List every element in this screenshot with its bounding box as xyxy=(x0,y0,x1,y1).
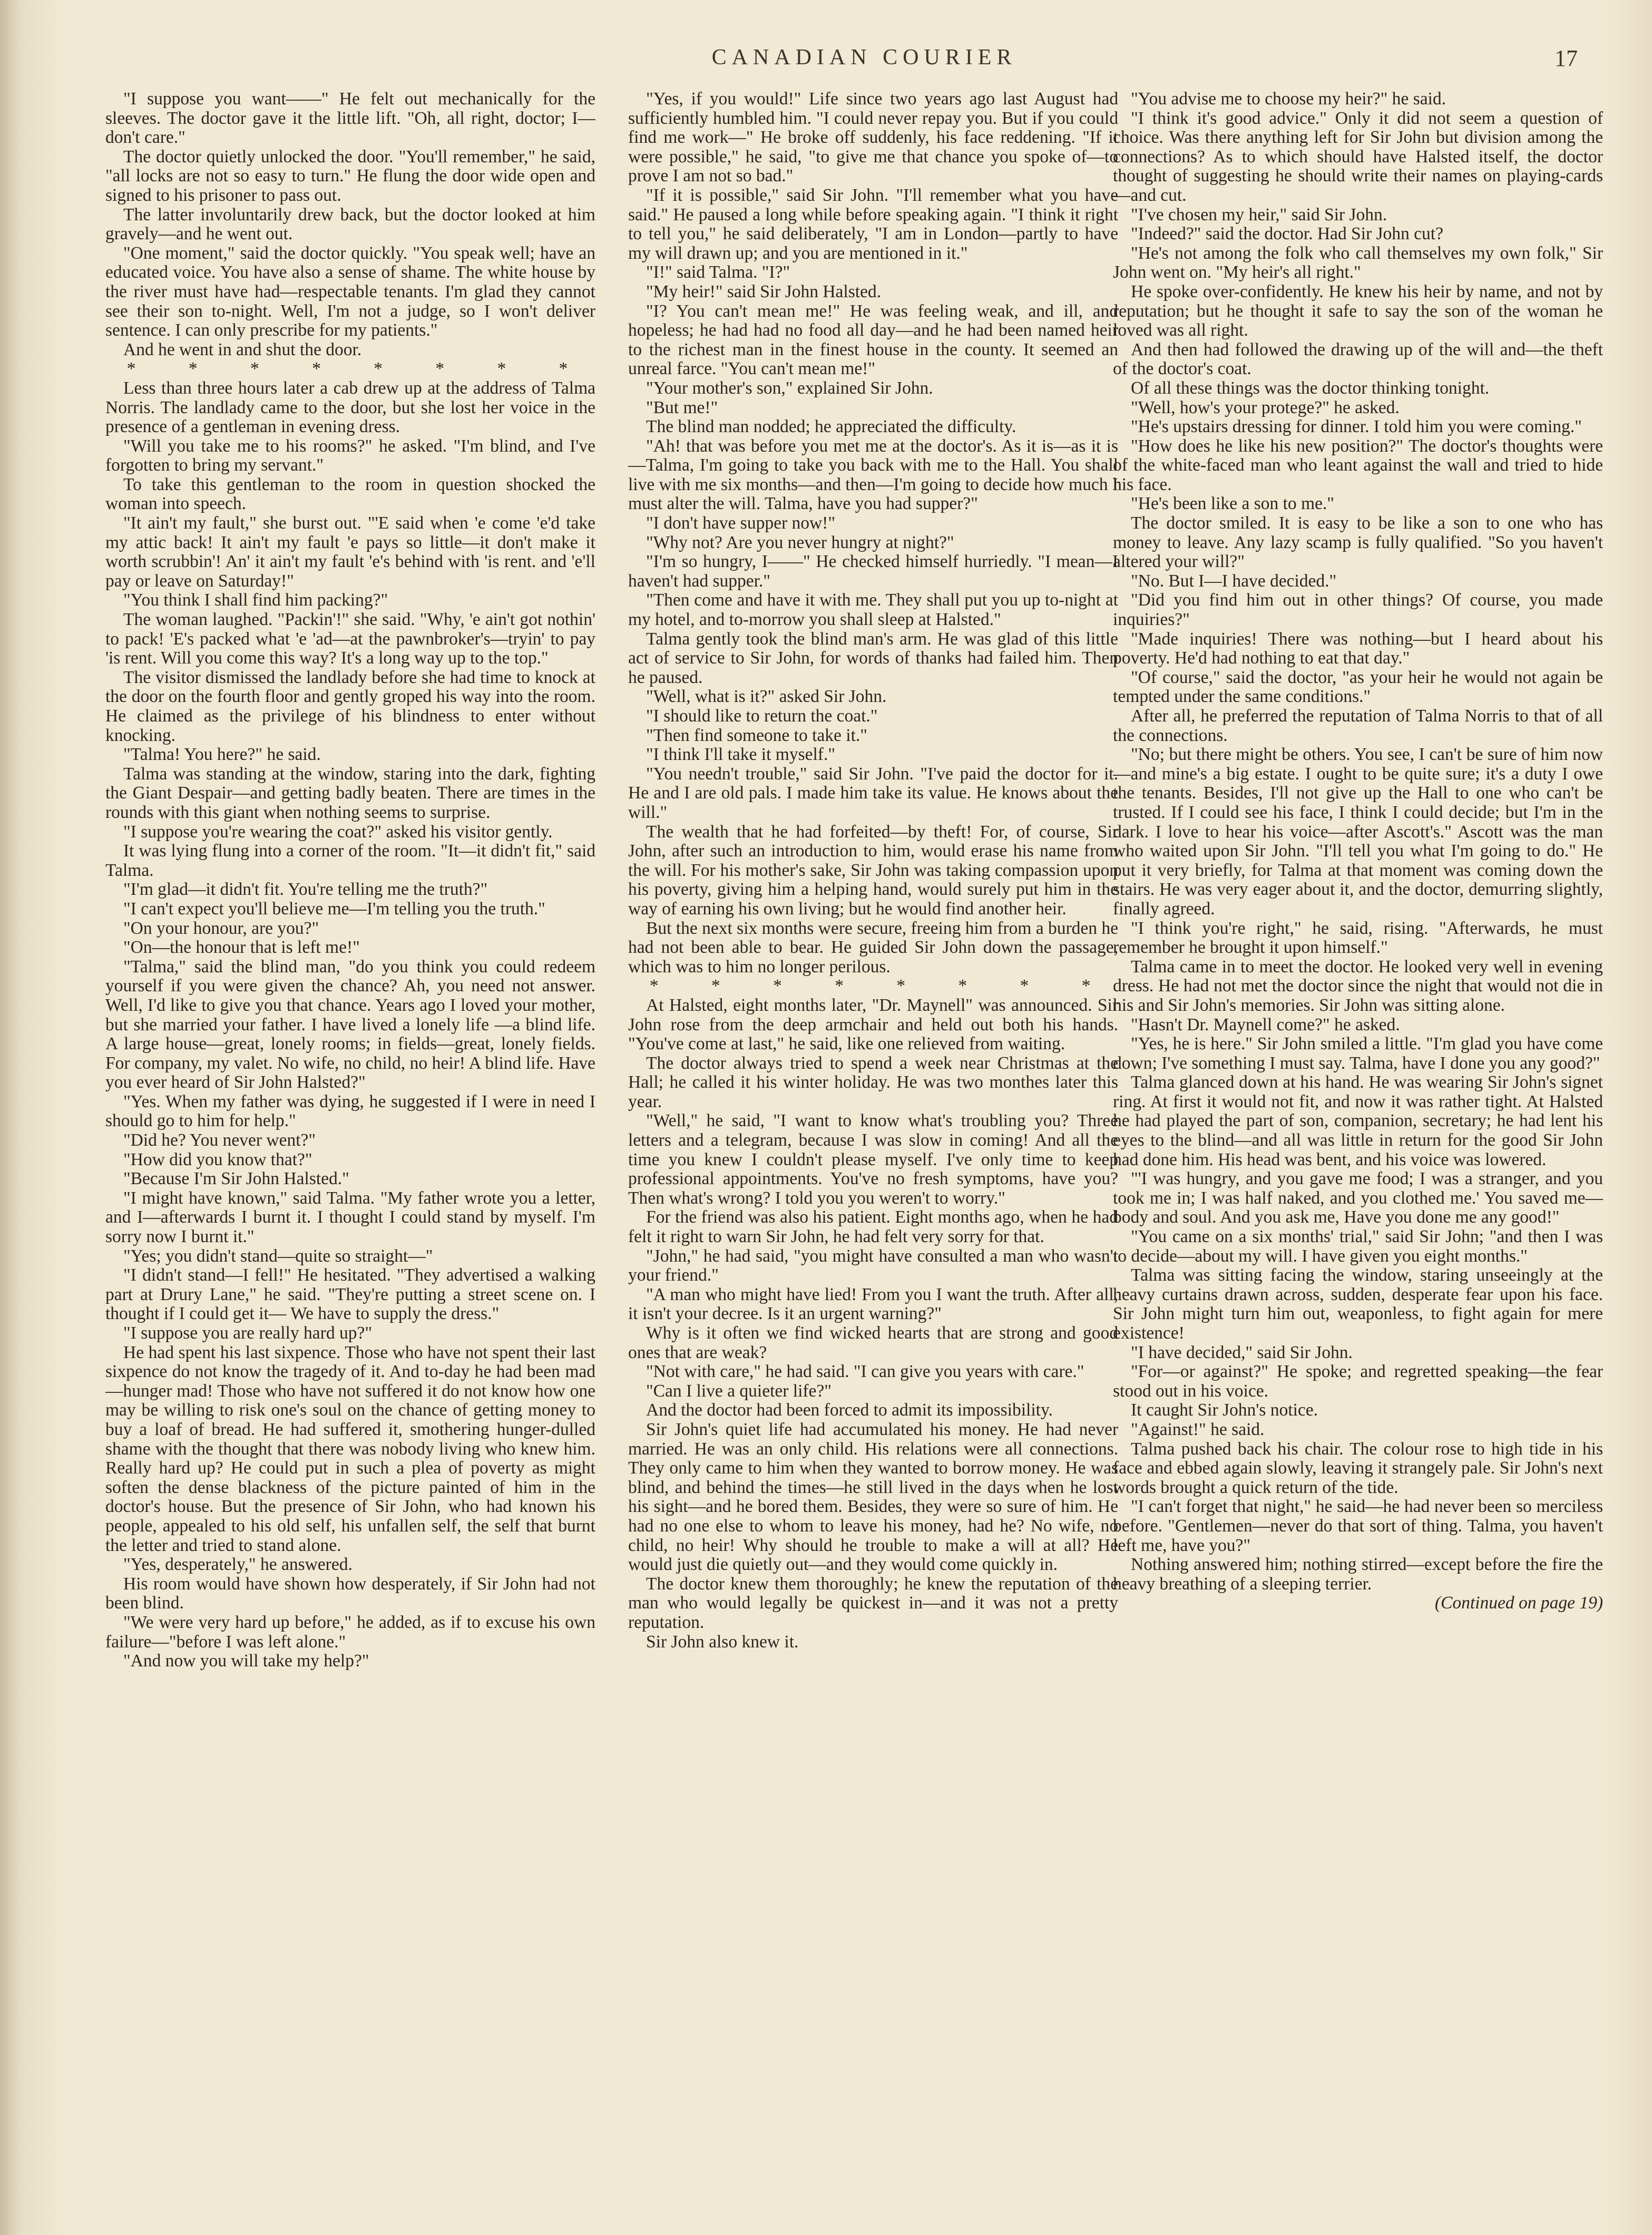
paragraph: The doctor quietly unlocked the door. "You'll remember," he said, "all locks are not so easy to turn." He flung the door wide open and signed to his prisoner to pass out. xyxy=(105,147,595,205)
paragraph: "He's been like a son to me." xyxy=(1131,494,1334,514)
paragraph: "For—or against?" He spoke; and regretted speaking—the fear stood out in his voice. xyxy=(1113,1362,1603,1401)
paragraph: "'I was hungry, and you gave me food; I was a stranger, and you took me in; I was half naked, and you clothed me.' You saved me—body and soul. And you ask me, Have you done me any good!" xyxy=(1113,1169,1603,1227)
paragraph: It caught Sir John's notice. xyxy=(1131,1400,1318,1420)
paragraph: "It ain't my fault," she burst out. "'E said when 'e come 'e'd take my attic back! It ain't my fault 'e pays so little—it don't make it worth scrubbin'! An' it ain't my fault 'e's behind with 'is rent. and 'e'll pay or leave on Saturday!" xyxy=(105,513,595,591)
paragraph: The doctor knew them thoroughly; he knew the reputation of the man who would legally be quickest in—and it was not a pretty reputation. xyxy=(628,1574,1118,1632)
paragraph: "He's upstairs dressing for dinner. I told him you were coming." xyxy=(1131,417,1582,437)
paragraph: "Yes, desperately," he answered. xyxy=(123,1555,353,1575)
paragraph: "But me!" xyxy=(646,397,718,417)
paragraph: "You needn't trouble," said Sir John. "I've paid the doctor for it. He and I are old pals. I made him take its value. He knows about the will." xyxy=(628,764,1118,822)
paragraph: And then had followed the drawing up of the will and—the theft of the doctor's coat. xyxy=(1113,339,1603,379)
paragraph: "If it is possible," said Sir John. "I'll remember what you have said." He paused a long while before speaking again. "I think it right to tell you," he said deliberately, "I am in London—partly to have my will drawn up; and you are mentioned in it." xyxy=(628,185,1118,263)
paragraph: Talma pushed back his chair. The colour rose to high tide in his face and ebbed again slowly, leaving it strangely pale. Sir John's next words brought a quick return of the tide. xyxy=(1113,1439,1603,1497)
paragraph: He had spent his last sixpence. Those who have not spent their last sixpence do not know the tragedy of it. And to-day he had been mad—hunger mad! Those who have not suffered it do not know how one may be willing to risk one's soul on the chance of getting money to buy a loaf of bread. He had suffered it, smothering hunger-dulled shame with the thought that there was nobody living who knew him. Really hard up? He could put in such a plea of poverty as might soften the dense blackness of the picture painted of him in the doctor's house. But the presence of Sir John, who had known his people, appealed to his old self, his unfallen self, the self that burnt the letter and tried to stand alone. xyxy=(105,1342,595,1555)
paragraph: "Well, how's your protege?" he asked. xyxy=(1131,397,1400,417)
paragraph: "I suppose you are really hard up?" xyxy=(123,1323,372,1343)
paragraph: "I think you're right," he said, rising. "Afterwards, he must remember he brought it upon himself." xyxy=(1113,918,1603,958)
continued-note: (Continued on page 19) xyxy=(1434,1593,1603,1613)
paragraph: "I don't have supper now!" xyxy=(646,513,835,533)
paragraph: "Not with care," he had said. "I can give you years with care." xyxy=(646,1362,1084,1382)
paragraph: "Talma," said the blind man, "do you think you could redeem yourself if you were given the chance? Ah, you need not answer. Well, I'd like to give you that chance. Years ago I loved your mother, but she married your father. I have lived a lonely life —a blind life. A large house—great, lonely rooms; in fields—great, lonely fields. For company, my valet. No wife, no child, no heir! A blind life. Have you ever heard of Sir John Halsted?" xyxy=(105,957,595,1092)
paragraph: "Then find someone to take it." xyxy=(646,725,867,745)
paragraph: And the doctor had been forced to admit its impossibility. xyxy=(646,1400,1053,1420)
paragraph: Sir John also knew it. xyxy=(646,1632,799,1652)
paragraph: "Because I'm Sir John Halsted." xyxy=(123,1169,349,1189)
page-number: 17 xyxy=(1555,45,1578,71)
paragraph: "On your honour, are you?" xyxy=(123,918,319,938)
column-2 xyxy=(628,90,1118,2171)
paragraph: "Indeed?" said the doctor. Had Sir John cut? xyxy=(1131,224,1443,244)
paragraph: The doctor smiled. It is easy to be like a son to one who has money to leave. Any lazy scamp is fully qualified. "So you haven't altered your will?" xyxy=(1113,513,1603,572)
section-break: * * * * * * * * xyxy=(126,359,592,379)
paragraph: "Well," he said, "I want to know what's troubling you? Three letters and a telegram, because I was slow in coming! And all the time you knew I couldn't please myself. I've only time to keep professional appointments. You've no fresh symptoms, have you? Then what's wrong? I told you you weren't to worry." xyxy=(628,1111,1118,1208)
paragraph: The visitor dismissed the landlady before she had time to knock at the door on the fourth floor and gently groped his way into the room. He claimed as the privilege of his blindness to enter without knocking. xyxy=(105,667,595,745)
paragraph: Sir John's quiet life had accumulated his money. He had never married. He was an only child. His relations were all connections. They only came to him when they wanted to borrow money. He was blind, and behind the times—he still lived in the days when he lost his sight—and he bored them. Besides, they were so sure of him. He had no one else to whom to leave his money, had he? No wife, no child, no heir! Why should he trouble to make a will at all? He would just die quietly out—and they would come quickly in. xyxy=(628,1419,1118,1575)
paragraph: "I'm glad—it didn't fit. You're telling me the truth?" xyxy=(123,880,488,900)
paragraph: "You think I shall find him packing?" xyxy=(123,590,388,610)
paragraph: "My heir!" said Sir John Halsted. xyxy=(646,281,882,301)
paragraph: Of all these things was the doctor thinking tonight. xyxy=(1131,378,1490,398)
paragraph: "On—the honour that is left me!" xyxy=(123,938,360,958)
paragraph: "You came on a six months' trial," said Sir John; "and then I was to decide—about my will. I have given you eight months." xyxy=(1113,1227,1603,1266)
paragraph: "Did he? You never went?" xyxy=(123,1130,316,1150)
paragraph: "We were very hard up before," he added, as if to excuse his own failure—"before I was left alone." xyxy=(105,1612,595,1652)
section-break: * * * * * * * * xyxy=(649,976,1115,996)
paragraph: But the next six months were secure, freeing him from a burden he had not been able to bear. He guided Sir John down the passage, which was to him no longer perilous. xyxy=(628,918,1118,977)
paragraph: "Of course," said the doctor, "as your heir he would not again be tempted under the same conditions." xyxy=(1113,667,1603,707)
paragraph: He spoke over-confidently. He knew his heir by name, and not by reputation; but he thought it safe to say the son of the woman he loved was all right. xyxy=(1113,281,1603,340)
paragraph: "How does he like his new position?" The doctor's thoughts were of the white-faced man who leant against the wall and tried to hide his face. xyxy=(1113,436,1603,494)
paragraph: Talma was standing at the window, staring into the dark, fighting the Giant Despair—and getting badly beaten. There are times in the rounds with this giant when nothing seems to surprise. xyxy=(105,764,595,822)
paragraph: "Ah! that was before you met me at the doctor's. As it is—as it is—Talma, I'm going to take you back with me to the Hall. You shall live with me six months—and then—I'm going to decide how much I must alter the will. Talma, have you had supper?" xyxy=(628,436,1118,514)
paragraph: "Yes, if you would!" Life since two years ago last August had sufficiently humbled him. "I could never repay you. But if you could find me work—" He broke off suddenly, his face reddening. "If it were possible," he said, "to give me that chance you spoke of—to prove I am not so bad." xyxy=(628,90,1118,186)
paragraph: "I suppose you want——" He felt out mechanically for the sleeves. The doctor gave it the little lift. "Oh, all right, doctor; I—don't care." xyxy=(105,90,595,148)
paragraph: It was lying flung into a corner of the room. "It—it didn't fit," said Talma. xyxy=(105,841,595,880)
paragraph: "No. But I—I have decided." xyxy=(1131,571,1337,591)
paragraph: "I!" said Talma. "I?" xyxy=(646,262,790,282)
paragraph: "Yes. When my father was dying, he suggested if I were in need I should go to him for help." xyxy=(105,1091,595,1131)
paragraph: "I should like to return the coat." xyxy=(646,706,878,726)
paragraph: "I might have known," said Talma. "My father wrote you a letter, and I—afterwards I burnt it. I thought I could stand by myself. I'm sorry now I burnt it." xyxy=(105,1188,595,1247)
paragraph: "I think it's good advice." Only it did not seem a question of choice. Was there anything left for Sir John but division among the connections? As to which should have Halsted itself, the doctor thought of suggesting he should write their names on playing-cards—and cut. xyxy=(1113,108,1603,205)
paragraph: For the friend was also his patient. Eight months ago, when he had felt it right to warn Sir John, he had felt very sorry for that. xyxy=(628,1207,1118,1247)
column-3 xyxy=(1113,90,1603,2171)
paragraph: "You advise me to choose my heir?" he said. xyxy=(1131,90,1446,109)
paragraph: "And now you will take my help?" xyxy=(123,1651,369,1671)
paragraph: "Against!" he said. xyxy=(1131,1419,1265,1439)
paragraph: "I'm so hungry, I——" He checked himself hurriedly. "I mean—I haven't had supper." xyxy=(628,552,1118,591)
paragraph: "Can I live a quieter life?" xyxy=(646,1381,832,1401)
paragraph: To take this gentleman to the room in question shocked the woman into speech. xyxy=(105,474,595,514)
paragraph: At Halsted, eight months later, "Dr. Maynell" was announced. Sir John rose from the deep armchair and held out both his hands. "You've come at last," he said, like one relieved from waiting. xyxy=(628,995,1118,1054)
paragraph: "I can't expect you'll believe me—I'm telling you the truth." xyxy=(123,899,545,919)
paragraph: "I suppose you're wearing the coat?" asked his visitor gently. xyxy=(123,822,553,842)
paragraph: Talma gently took the blind man's arm. He was glad of this little act of service to Sir John, for words of thanks had failed him. Then he paused. xyxy=(628,629,1118,687)
paragraph: And he went in and shut the door. xyxy=(123,339,362,359)
paragraph: His room would have shown how desperately, if Sir John had not been blind. xyxy=(105,1574,595,1613)
running-head: CANADIAN COURIER xyxy=(711,45,1017,70)
paragraph: "I? You can't mean me!" He was feeling weak, and ill, and hopeless; he had had no food all day—and he had been named heir to the richest man in the finest house in the county. It seemed an unreal farce. "You can't mean me!" xyxy=(628,301,1118,379)
paragraph: The woman laughed. "Packin'!" she said. "Why, 'e ain't got nothin' to pack! 'E's packed what 'e 'ad—at the pawnbroker's—tryin' to pay 'is rent. Will you come this way? It's a long way up to the top." xyxy=(105,610,595,668)
paragraph: "I've chosen my heir," said Sir John. xyxy=(1131,204,1387,225)
paragraph: "John," he had said, "you might have consulted a man who wasn't your friend." xyxy=(628,1246,1118,1285)
paragraph: "Talma! You here?" he said. xyxy=(123,745,321,765)
paragraph: "Why not? Are you never hungry at night?" xyxy=(646,532,954,552)
paragraph: "Made inquiries! There was nothing—but I heard about his poverty. He'd had nothing to eat that day." xyxy=(1113,629,1603,668)
paragraph: "Yes, he is here." Sir John smiled a little. "I'm glad you have come down; I've something I must say. Talma, have I done you any good?" xyxy=(1113,1034,1603,1073)
paragraph: "Did you find him out in other things? Of course, you made inquiries?" xyxy=(1113,590,1603,630)
paragraph: After all, he preferred the reputation of Talma Norris to that of all the connections. xyxy=(1113,706,1603,745)
paragraph: Nothing answered him; nothing stirred—except before the fire the heavy breathing of a sleeping terrier. xyxy=(1113,1555,1603,1594)
paragraph: The wealth that he had forfeited—by theft! For, of course, Sir John, after such an introduction to him, would erase his name from the will. For his mother's sake, Sir John was taking compassion upon his poverty, giving him a helping hand, would surely put him in the way of earning his own living; but he would find another heir. xyxy=(628,822,1118,919)
paragraph: "A man who might have lied! From you I want the truth. After all, it isn't your decree. Is it an urgent warning?" xyxy=(628,1284,1118,1324)
paragraph: Less than three hours later a cab drew up at the address of Talma Norris. The landlady came to the door, but she lost her voice in the presence of a gentleman in evening dress. xyxy=(105,378,595,437)
paragraph: "Yes; you didn't stand—quite so straight—" xyxy=(123,1246,433,1266)
paragraph: Talma was sitting facing the window, staring unseeingly at the heavy curtains drawn across, sudden, desperate fear upon his face. Sir John might turn him out, weaponless, to fight again for mere existence! xyxy=(1113,1265,1603,1343)
paragraph: "Then come and have it with me. They shall put you up to-night at my hotel, and to-morrow you shall sleep at Halsted." xyxy=(628,590,1118,630)
paragraph: "Will you take me to his rooms?" he asked. "I'm blind, and I've forgotten to bring my servant." xyxy=(105,436,595,475)
paragraph: "Hasn't Dr. Maynell come?" he asked. xyxy=(1131,1014,1400,1034)
paragraph: "No; but there might be others. You see, I can't be sure of him now—and mine's a big estate. I ought to be quite sure; it's a duty I owe the tenants. Besides, I'll not give up the Hall to one who can't be trusted. If I could see his face, I think I could decide; but I'm in the dark. I love to hear his voice—after Ascott's." Ascott was the man who waited upon Sir John. "I'll tell you what I'm going to do." He put it very briefly, for Talma at that moment was coming down the stairs. He was very eager about it, and the doctor, demurring slightly, finally agreed. xyxy=(1113,745,1603,919)
paragraph: The latter involuntarily drew back, but the doctor looked at him gravely—and he went out. xyxy=(105,204,595,244)
paragraph: Talma glanced down at his hand. He was wearing Sir John's signet ring. At first it would not fit, and now it was rather tight. At Halsted he had played the part of son, companion, secretary; he had lent his eyes to the blind—and all was little in return for the good Sir John had done him. His head was bent, and his voice was lowered. xyxy=(1113,1072,1603,1169)
paragraph: "Well, what is it?" asked Sir John. xyxy=(646,687,887,707)
paragraph: "How did you know that?" xyxy=(123,1149,312,1169)
paragraph: The blind man nodded; he appreciated the difficulty. xyxy=(646,417,1016,437)
paragraph: "He's not among the folk who call themselves my own folk," Sir John went on. "My heir's all right." xyxy=(1113,243,1603,282)
column-1 xyxy=(105,90,595,2171)
paragraph: Talma came in to meet the doctor. He looked very well in evening dress. He had not met the doctor since the night that would not die in his and Sir John's memories. Sir John was sitting alone. xyxy=(1113,957,1603,1015)
paragraph: The doctor always tried to spend a week near Christmas at the Hall; he called it his winter holiday. He was two monthes later this year. xyxy=(628,1053,1118,1111)
paragraph: "Your mother's son," explained Sir John. xyxy=(646,378,933,398)
paragraph: "I didn't stand—I fell!" He hesitated. "They advertised a walking part at Drury Lane," he said. "They're putting a street scene on. I thought if I could get it— We have to supply the dress." xyxy=(105,1265,595,1324)
paragraph: "I can't forget that night," he said—he had never been so merciless before. "Gentlemen—never do that sort of thing. Talma, you haven't left me, have you?" xyxy=(1113,1497,1603,1555)
paragraph: "I have decided," said Sir John. xyxy=(1131,1342,1353,1362)
paragraph: "One moment," said the doctor quickly. "You speak well; have an educated voice. You have also a sense of shame. The white house by the river must have had—respectable tenants. I'm glad they cannot see their son to-night. Well, I'm not a judge, so I won't deliver sentence. I can only prescribe for my patients." xyxy=(105,243,595,340)
paragraph: "I think I'll take it myself." xyxy=(646,745,836,765)
paragraph: Why is it often we find wicked hearts that are strong and good ones that are weak? xyxy=(628,1323,1118,1362)
